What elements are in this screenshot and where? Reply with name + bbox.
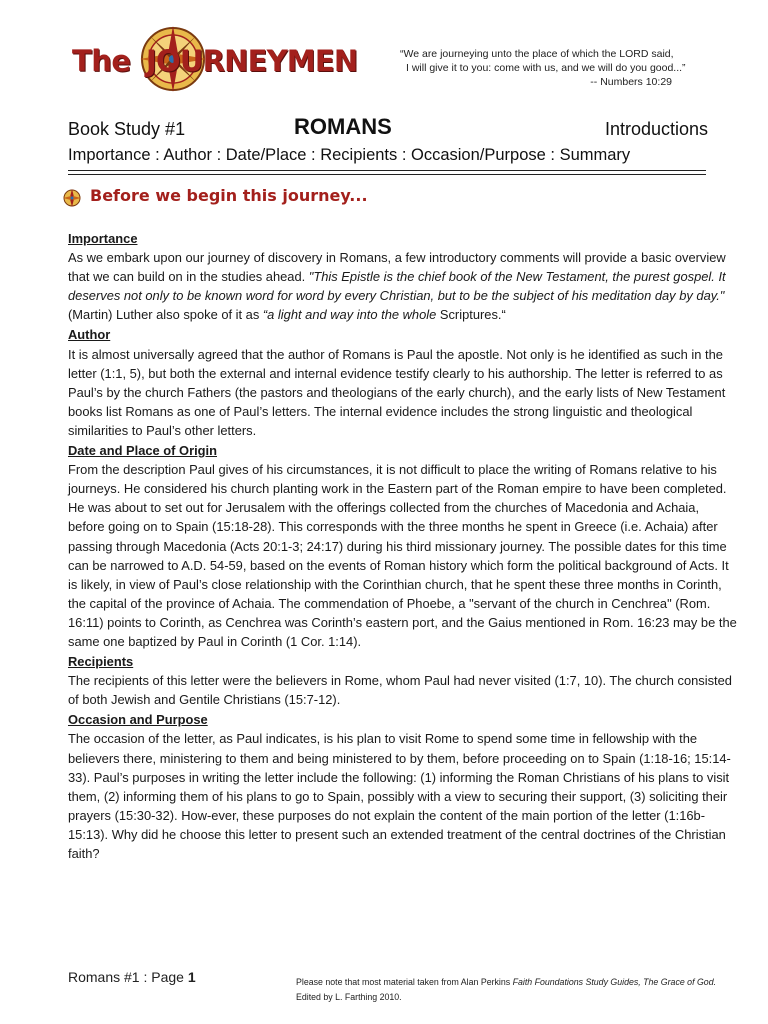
source-note [296, 975, 736, 1005]
compass-bullet-icon [62, 188, 82, 208]
book-study-label: Book Study #1 [68, 119, 186, 139]
verse-line-1: “We are journeying unto the place of which the LORD said, [400, 48, 674, 60]
date-place-paragraph: From the description Paul gives of his circumstances, it is not difficult to place the writing of Romans relative to his journeys. He considered his church planting work in the Eastern part of the Roman empire to have been completed. He was about to set out for Jerusalem with the offerings collected from the churches of Macedonia and Achaia, before going on to Spain (15:18-28). This corresponds with the three months he spent in Greece (i.e. Achaia) after passing through Macedonia (Acts 20:1-3; 24:17) during his third missionary journey. The possible dates for this time can be narrowed to A.D. 54-59, based on the events of Roman history which form the political background of Acts. It is likely, in view of Paul’s close relationship with the Corinthian church, that he spent these three months in Corinth, the capital of the province of Achaia. The commendation of Phoebe, a "servant of the church in Cenchrea" (Rom. 16:11) points to Corinth, as Cenchrea was Corinth’s eastern port, and the Gaius mentioned in Rom. 16:23 may be the same one baptized by Paul in Corinth (1 Cor. 1:14). [68, 462, 737, 649]
logo-journeymen-text: JOURNEYMEN [146, 44, 358, 78]
verse-reference: -- Numbers 10:29 [590, 76, 672, 88]
topics-subtitle: Importance : Author : Date/Place : Recipients : Occasion/Purpose : Summary [68, 146, 631, 164]
page-footer [68, 969, 196, 985]
logo-the-text: The [72, 44, 131, 78]
occasion-paragraph: The occasion of the letter, as Paul indicates, is his plan to visit Rome to spend some time in fellowship with the believers there, ministering to them and being ministered to by them, before proceeding on to Spain (1:18-16; 15:14-33). Paul’s purposes in writing the letter include the following: (1) informing the Roman Christians of his plans to visit them, (2) informing them of his plans to go to Spain, possibly with a view to securing their support, (3) soliciting their prayers (15:30-32). How-ever, these purposes do not explain the content of the main portion of the letter (1:16b-15:13). Why did he choose this letter to present such an extended treatment of the central doctrines of the Christian faith? [68, 731, 731, 861]
book-title: ROMANS [294, 114, 392, 139]
author-paragraph: It is almost universally agreed that the author of Romans is Paul the apostle. Not only is he identified as such in the letter (1:1, 5), but both the external and internal evidence testify clearly to his authorship. The letter is referred to as Paul’s by the church Fathers (the pastors and theologians of the early church), and the early lists of New Testament books list Romans as one of Paul’s letters. The internal evidence includes the strong linguistic and theological similarities to Paul’s other letters. [68, 346, 726, 438]
divider-line-secondary [68, 174, 706, 175]
importance-text-3: Scriptures.“ [436, 307, 506, 323]
verse-line-2: I will give it to you: come with us, and we will do you good...” [406, 62, 686, 74]
luther-quote-2: “a light and way into the whole [262, 307, 437, 323]
luther-quote: "This Epistle is the chief book of the New Testament, the purest gospel. It deserves not only to be known word for word by every Christian, but to be the subject of his meditation day by day." [68, 269, 726, 304]
page-label: Romans #1 : Page [68, 969, 188, 985]
header-verse [400, 47, 700, 89]
importance-heading: Importance [68, 231, 138, 246]
importance-paragraph [68, 248, 738, 324]
journeymen-logo [70, 22, 390, 102]
importance-text-1: As we embark upon our journey of discovery in Romans, a few introductory comments will provide a basic overview that we can build on in the studies ahead. [68, 250, 726, 285]
document-body [68, 228, 738, 863]
author-heading: Author [68, 327, 111, 343]
section-heading-text: Before we begin this journey... [90, 186, 368, 205]
source-note-prefix: Please note that most material taken from Alan Perkins [296, 977, 513, 987]
date-place-heading: Date and Place of Origin [68, 443, 217, 459]
source-note-title: Faith Foundations Study Guides, The Grace of God. [512, 977, 717, 987]
recipients-paragraph: The recipients of this letter were the believers in Rome, whom Paul had never visited (1:7, 10). The church consisted of both Jewish and Gentile Christians (15:7-12). [68, 673, 732, 708]
occasion-heading: Occasion and Purpose [68, 712, 208, 728]
importance-text-2: (Martin) Luther also spoke of it as [68, 307, 263, 323]
page-number: 1 [187, 969, 196, 985]
title-row [68, 114, 708, 144]
divider-line [68, 170, 706, 171]
recipients-heading: Recipients [68, 654, 134, 670]
introductions-label: Introductions [604, 119, 708, 139]
source-note-editor: Edited by L. Farthing 2010. [296, 992, 402, 1002]
